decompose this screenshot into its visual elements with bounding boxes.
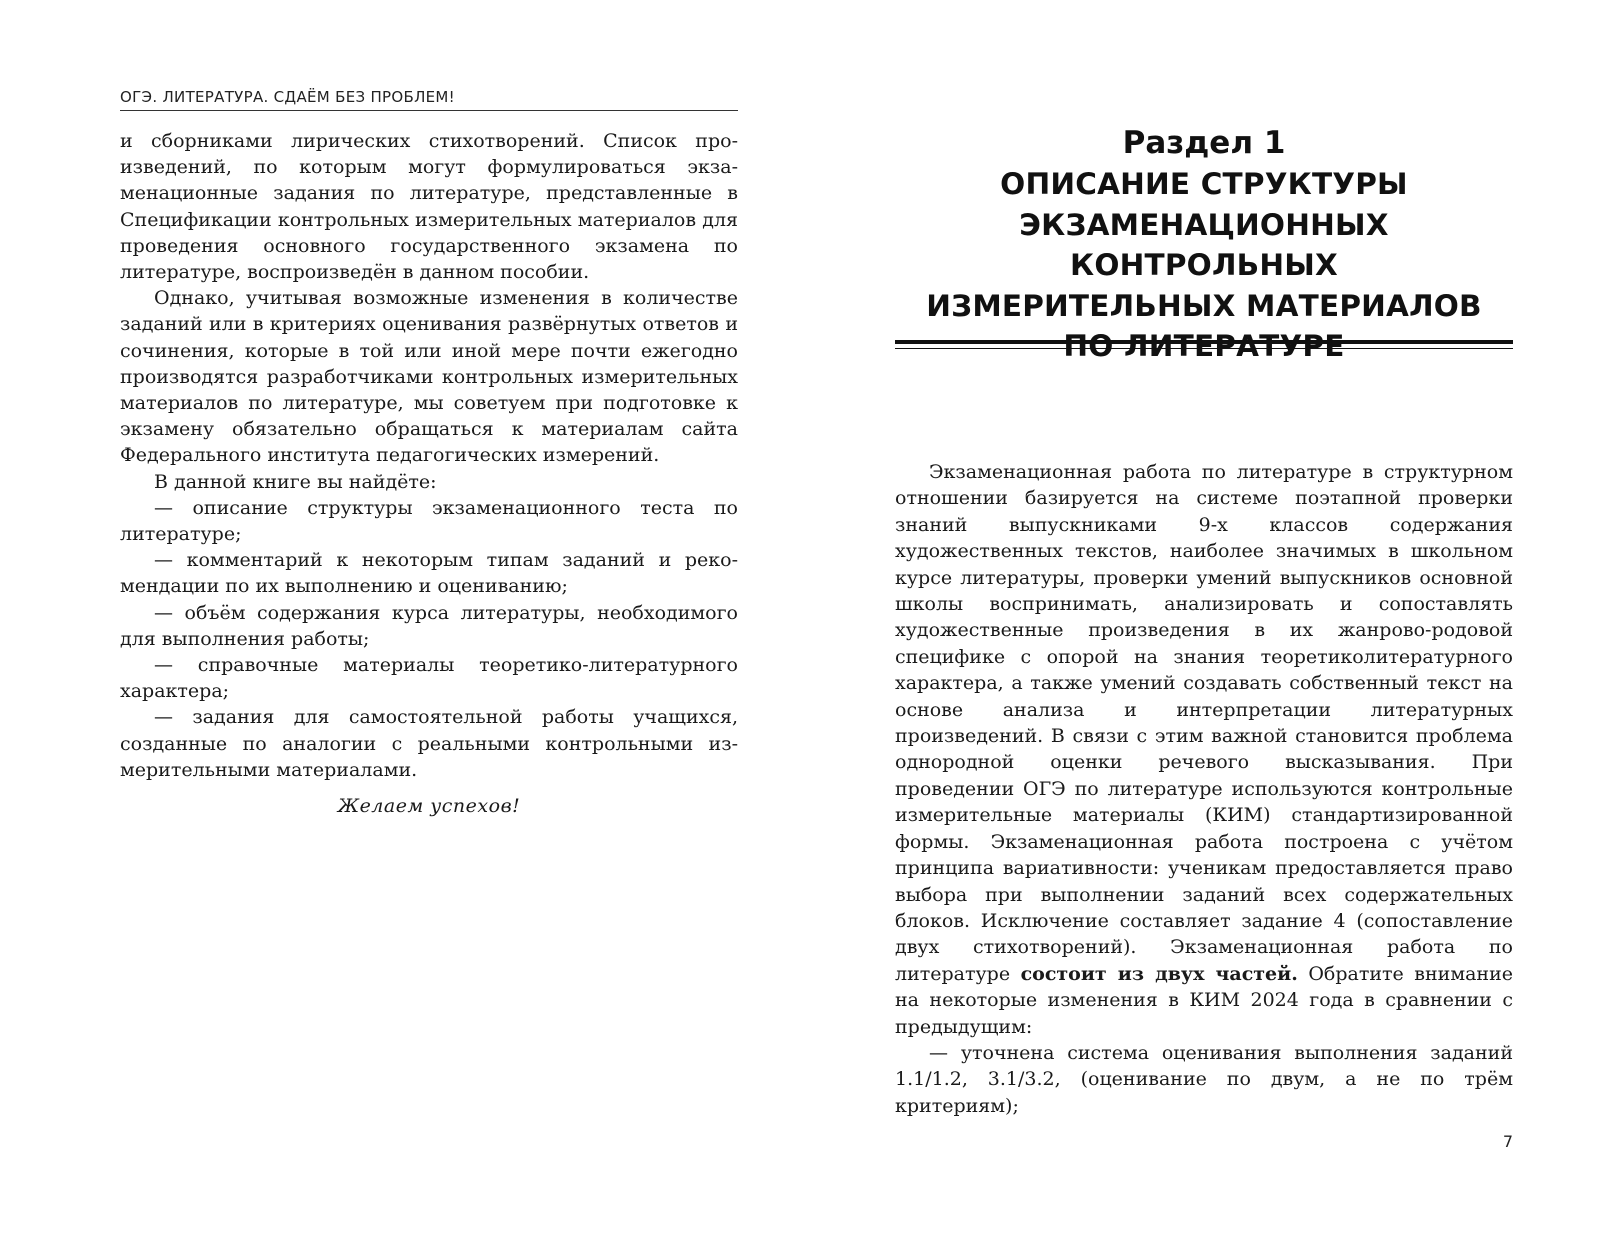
- list-item: — описание структуры экзаменационного теста по литературе;: [120, 496, 738, 546]
- right-page: [895, 0, 1513, 1258]
- list-item: — задания для самостоятельной работы учащихся, созданные по аналогии с реальными контрольными измерительными материалами.: [120, 706, 738, 781]
- heading-divider: [895, 340, 1513, 349]
- left-page: [120, 0, 740, 1258]
- section-title-line: ИЗМЕРИТЕЛЬНЫХ МАТЕРИАЛОВ: [926, 288, 1482, 323]
- page-number: 7: [1502, 1132, 1513, 1151]
- right-page-body: [895, 459, 1513, 1119]
- list-item: — объём содержания курса литературы, необходимого для выполнения работы;: [120, 601, 738, 650]
- paragraph-text: Экзаменационная работа по литературе в структурном отношении базируется на системе поэтапной проверки знаний выпускниками 9-х классов содержания художественных текстов, наиболее значимых в школьном курсе литературы, проверки умений выпускников основной школы воспринимать, анализировать и сопоставлять художественные произведения в их жанрово-родовой специфике с опорой на знания теоретиколитературного характера, а также умений создавать собственный текст на основе анализа и интерпретации литературных произведений. В связи с этим важной становится проблема однородной оценки речевого высказывания. При проведении ОГЭ по литературе используются контрольные измерительные материалы (КИМ) стандартизированной формы. Экзаменационная работа построена с учётом принципа вариативности: ученикам предоставляется право выбора при выполнении заданий всех содержательных блоков. Исключение составляет задание 4 (сопоставление двух стихотворений). Экзаменационная работа по литературе: [895, 461, 1513, 985]
- section-title-line: ОПИСАНИЕ СТРУКТУРЫ: [1000, 167, 1408, 201]
- closing-wish: Желаем успехов!: [337, 795, 521, 818]
- paragraph-text: Обратите внимание на некоторые изменения в КИМ 2024 года в сравнении с предыдущим:: [895, 962, 1513, 1038]
- section-number: Раздел 1: [1122, 125, 1286, 161]
- paragraph: [895, 459, 1513, 1040]
- section-title-line: ЭКЗАМЕНАЦИОННЫХ КОНТРОЛЬНЫХ: [1019, 207, 1389, 282]
- list-item: — справочные материалы теоретико-литературного характера;: [120, 654, 738, 703]
- section-heading: [895, 122, 1513, 367]
- paragraph: В данной книге вы найдёте:: [154, 470, 437, 493]
- section-title-line: ПО ЛИТЕРАТУРЕ: [1063, 329, 1345, 363]
- bold-emphasis: состоит из двух частей.: [1020, 962, 1298, 985]
- list-item: — комментарий к некоторым типам заданий и рекомендации по их выполнению и оцениванию;: [120, 549, 738, 598]
- paragraph: и сборниками лирических стихотворений. Список произведений, по которым могут формулироваться экзаменационные задания по литературе, представленные в Спецификации контрольных измерительных материалов для проведения основного государственного экзамена по литературе, воспроизведён в данном пособии.: [120, 130, 738, 284]
- paragraph: Однако, учитывая возможные изменения в количестве заданий или в критериях оценивания развёрнутых ответов и сочинения, которые в той или иной мере почти ежегодно производятся разработчиками контрольных измерительных материалов по литературе, мы советуем при подготовке к экзамену обязательно обращаться к материалам сайта Федерального института педагогических измерений.: [120, 287, 738, 467]
- left-page-body: [120, 128, 738, 819]
- list-item: — уточнена система оценивания выполнения заданий 1.1/1.2, 3.1/3.2, (оценивание по двум, а не по трём критериям);: [895, 1041, 1513, 1117]
- running-head: ОГЭ. ЛИТЕРАТУРА. СДАЁМ БЕЗ ПРОБЛЕМ!: [120, 88, 738, 111]
